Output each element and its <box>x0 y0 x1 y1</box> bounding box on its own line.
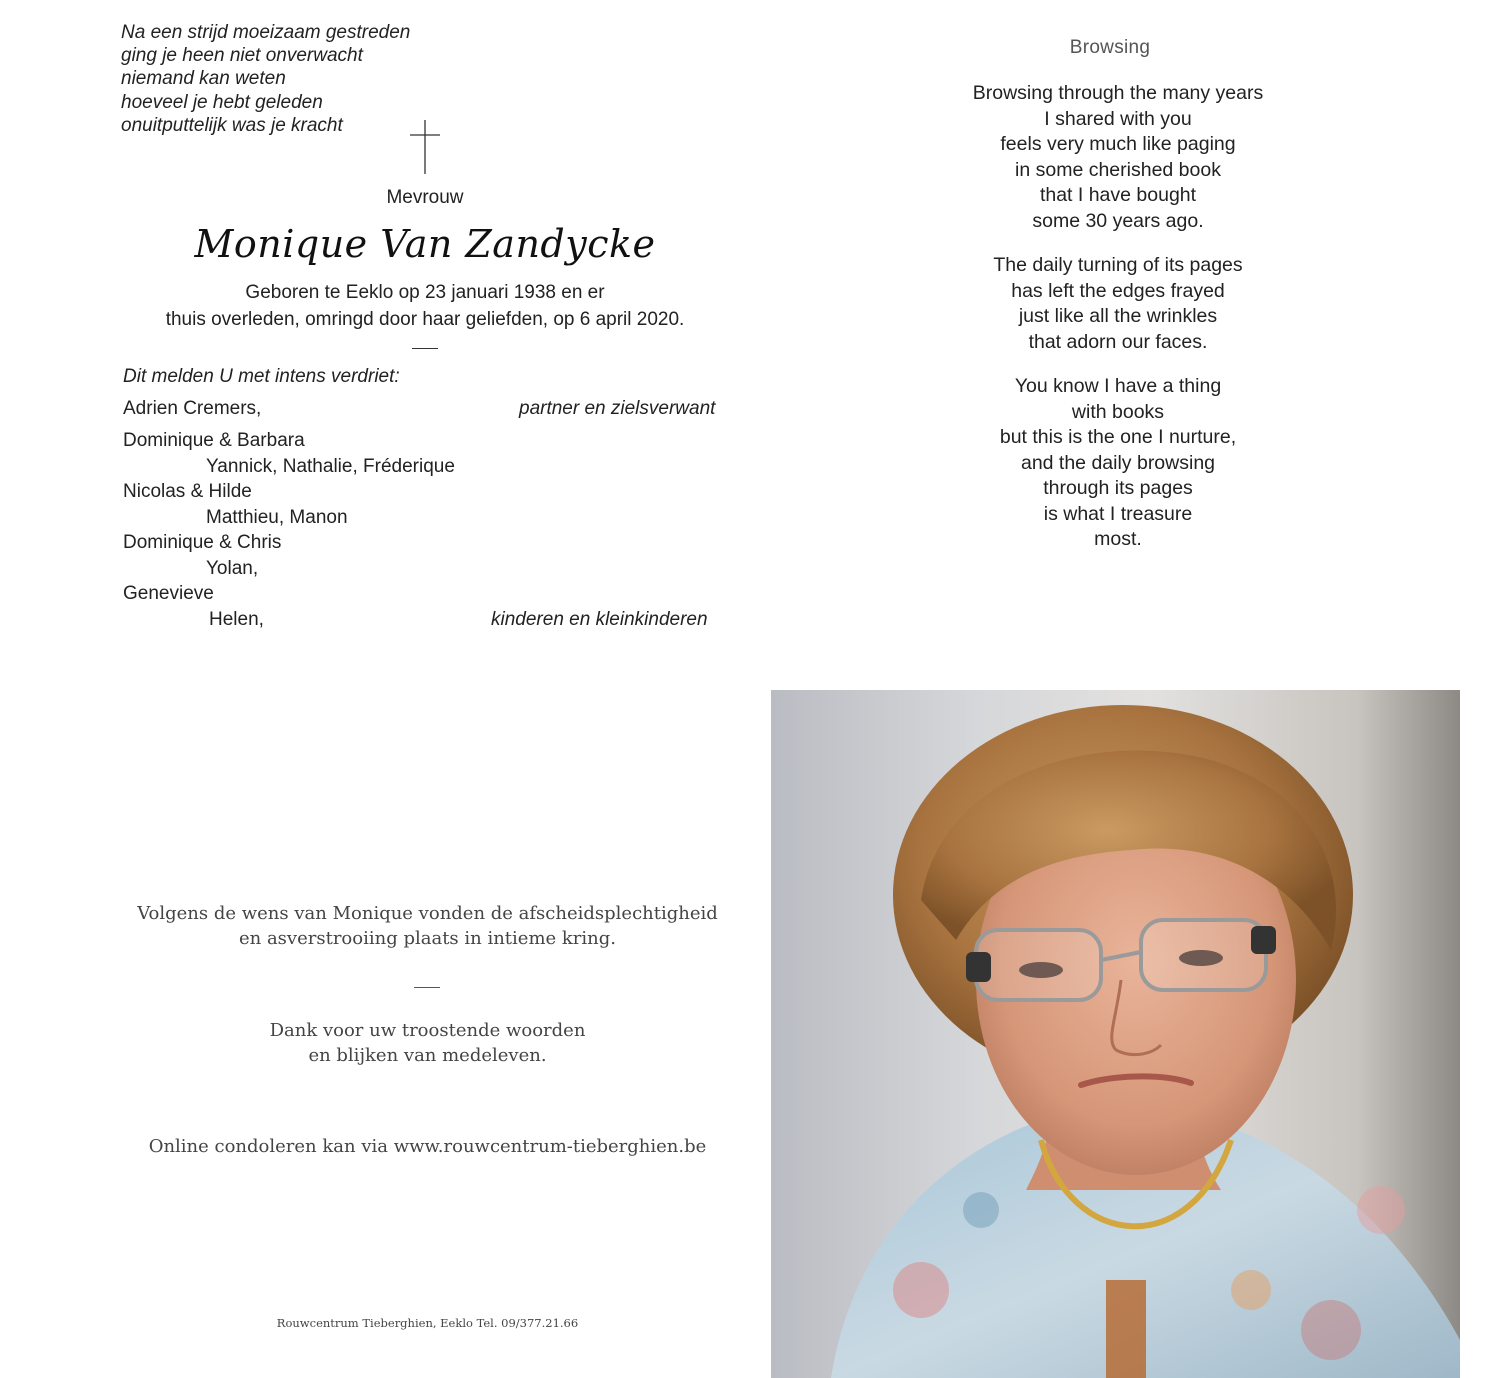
children-role: kinderen en kleinkinderen <box>491 609 708 630</box>
thanks-line: en blijken van medeleven. <box>308 1045 547 1066</box>
poem-line: is what I treasure <box>1043 502 1193 525</box>
poem-line: Na een strijd moeizaam gestreden <box>121 22 411 43</box>
poem-stanza <box>918 81 1318 234</box>
poem-line: niemand kan weten <box>121 68 286 90</box>
poem-line: and the daily browsing <box>1020 451 1216 474</box>
family-line: Yannick, Nathalie, Fréderique <box>206 456 455 477</box>
funeral-home-footer: Rouwcentrum Tieberghien, Eeklo Tel. 09/377.21.66 <box>276 1316 579 1330</box>
poem-line: I shared with you <box>1044 107 1192 130</box>
thanks-notice <box>100 1018 755 1068</box>
family-line: Helen, <box>209 609 264 630</box>
ceremony-line: Volgens de wens van Monique vonden de afscheidsplechtigheid <box>137 903 718 924</box>
poem-line: hoeveel je hebt geleden <box>121 91 323 113</box>
cross-icon <box>409 120 441 174</box>
poem-line: onuitputtelijk was je kracht <box>121 114 343 136</box>
portrait-photo <box>771 690 1460 1378</box>
separator-dash <box>414 987 440 988</box>
poem-line: that adorn our faces. <box>1028 330 1208 353</box>
poem-stanza <box>918 374 1318 553</box>
birth-line: Geboren te Eeklo op 23 januari 1938 en er <box>245 282 605 303</box>
poem-line: has left the edges frayed <box>1011 279 1225 302</box>
poem-line: but this is the one I nurture, <box>999 426 1237 448</box>
poem-line: most. <box>1094 528 1142 550</box>
family-line: Matthieu, Manon <box>206 507 348 528</box>
ceremony-notice <box>100 901 755 951</box>
poem-line: through its pages <box>1043 477 1193 499</box>
family-line: Nicolas & Hilde <box>123 481 252 502</box>
poem-line: The daily turning of its pages <box>993 254 1243 276</box>
separator-dash <box>412 348 438 349</box>
poem-line: some 30 years ago. <box>1032 209 1204 232</box>
title-prefix: Mevrouw <box>386 187 464 208</box>
poem-line: in some cherished book <box>1015 158 1221 181</box>
poem-line: feels very much like paging <box>1000 133 1236 155</box>
poem-line: with books <box>1071 400 1165 423</box>
poem-title: Browsing <box>1069 37 1151 58</box>
portrait-illustration <box>771 690 1460 1378</box>
poem-line: just like all the wrinkles <box>1018 305 1218 327</box>
family-line: Yolan, <box>206 558 259 579</box>
announcement: Dit melden U met intens verdriet: <box>123 366 400 387</box>
poem-line: ging je heen niet onverwacht <box>121 45 363 67</box>
partner-name: Adrien Cremers, <box>123 398 262 419</box>
thanks-line: Dank voor uw troostende woorden <box>269 1020 586 1041</box>
death-line: thuis overleden, omringd door haar geliefden, op 6 april 2020. <box>165 309 685 330</box>
opening-poem <box>121 21 410 137</box>
family-line: Genevieve <box>123 583 214 604</box>
partner-role: partner en zielsverwant <box>519 398 716 419</box>
poem-line: Browsing through the many years <box>972 82 1264 104</box>
ceremony-line: en asverstrooiing plaats in intieme kring. <box>238 928 616 949</box>
family-line: Dominique & Barbara <box>123 430 305 451</box>
family-line: Dominique & Chris <box>123 532 282 553</box>
poem-line: that I have bought <box>1039 184 1197 206</box>
poem-stanza <box>918 253 1318 355</box>
online-condolence: Online condoleren kan via www.rouwcentrum-tieberghien.be <box>148 1136 707 1157</box>
deceased-name: Monique Van Zandycke <box>194 222 656 266</box>
poem-body <box>918 81 1318 572</box>
poem-line: You know I have a thing <box>1014 375 1222 397</box>
